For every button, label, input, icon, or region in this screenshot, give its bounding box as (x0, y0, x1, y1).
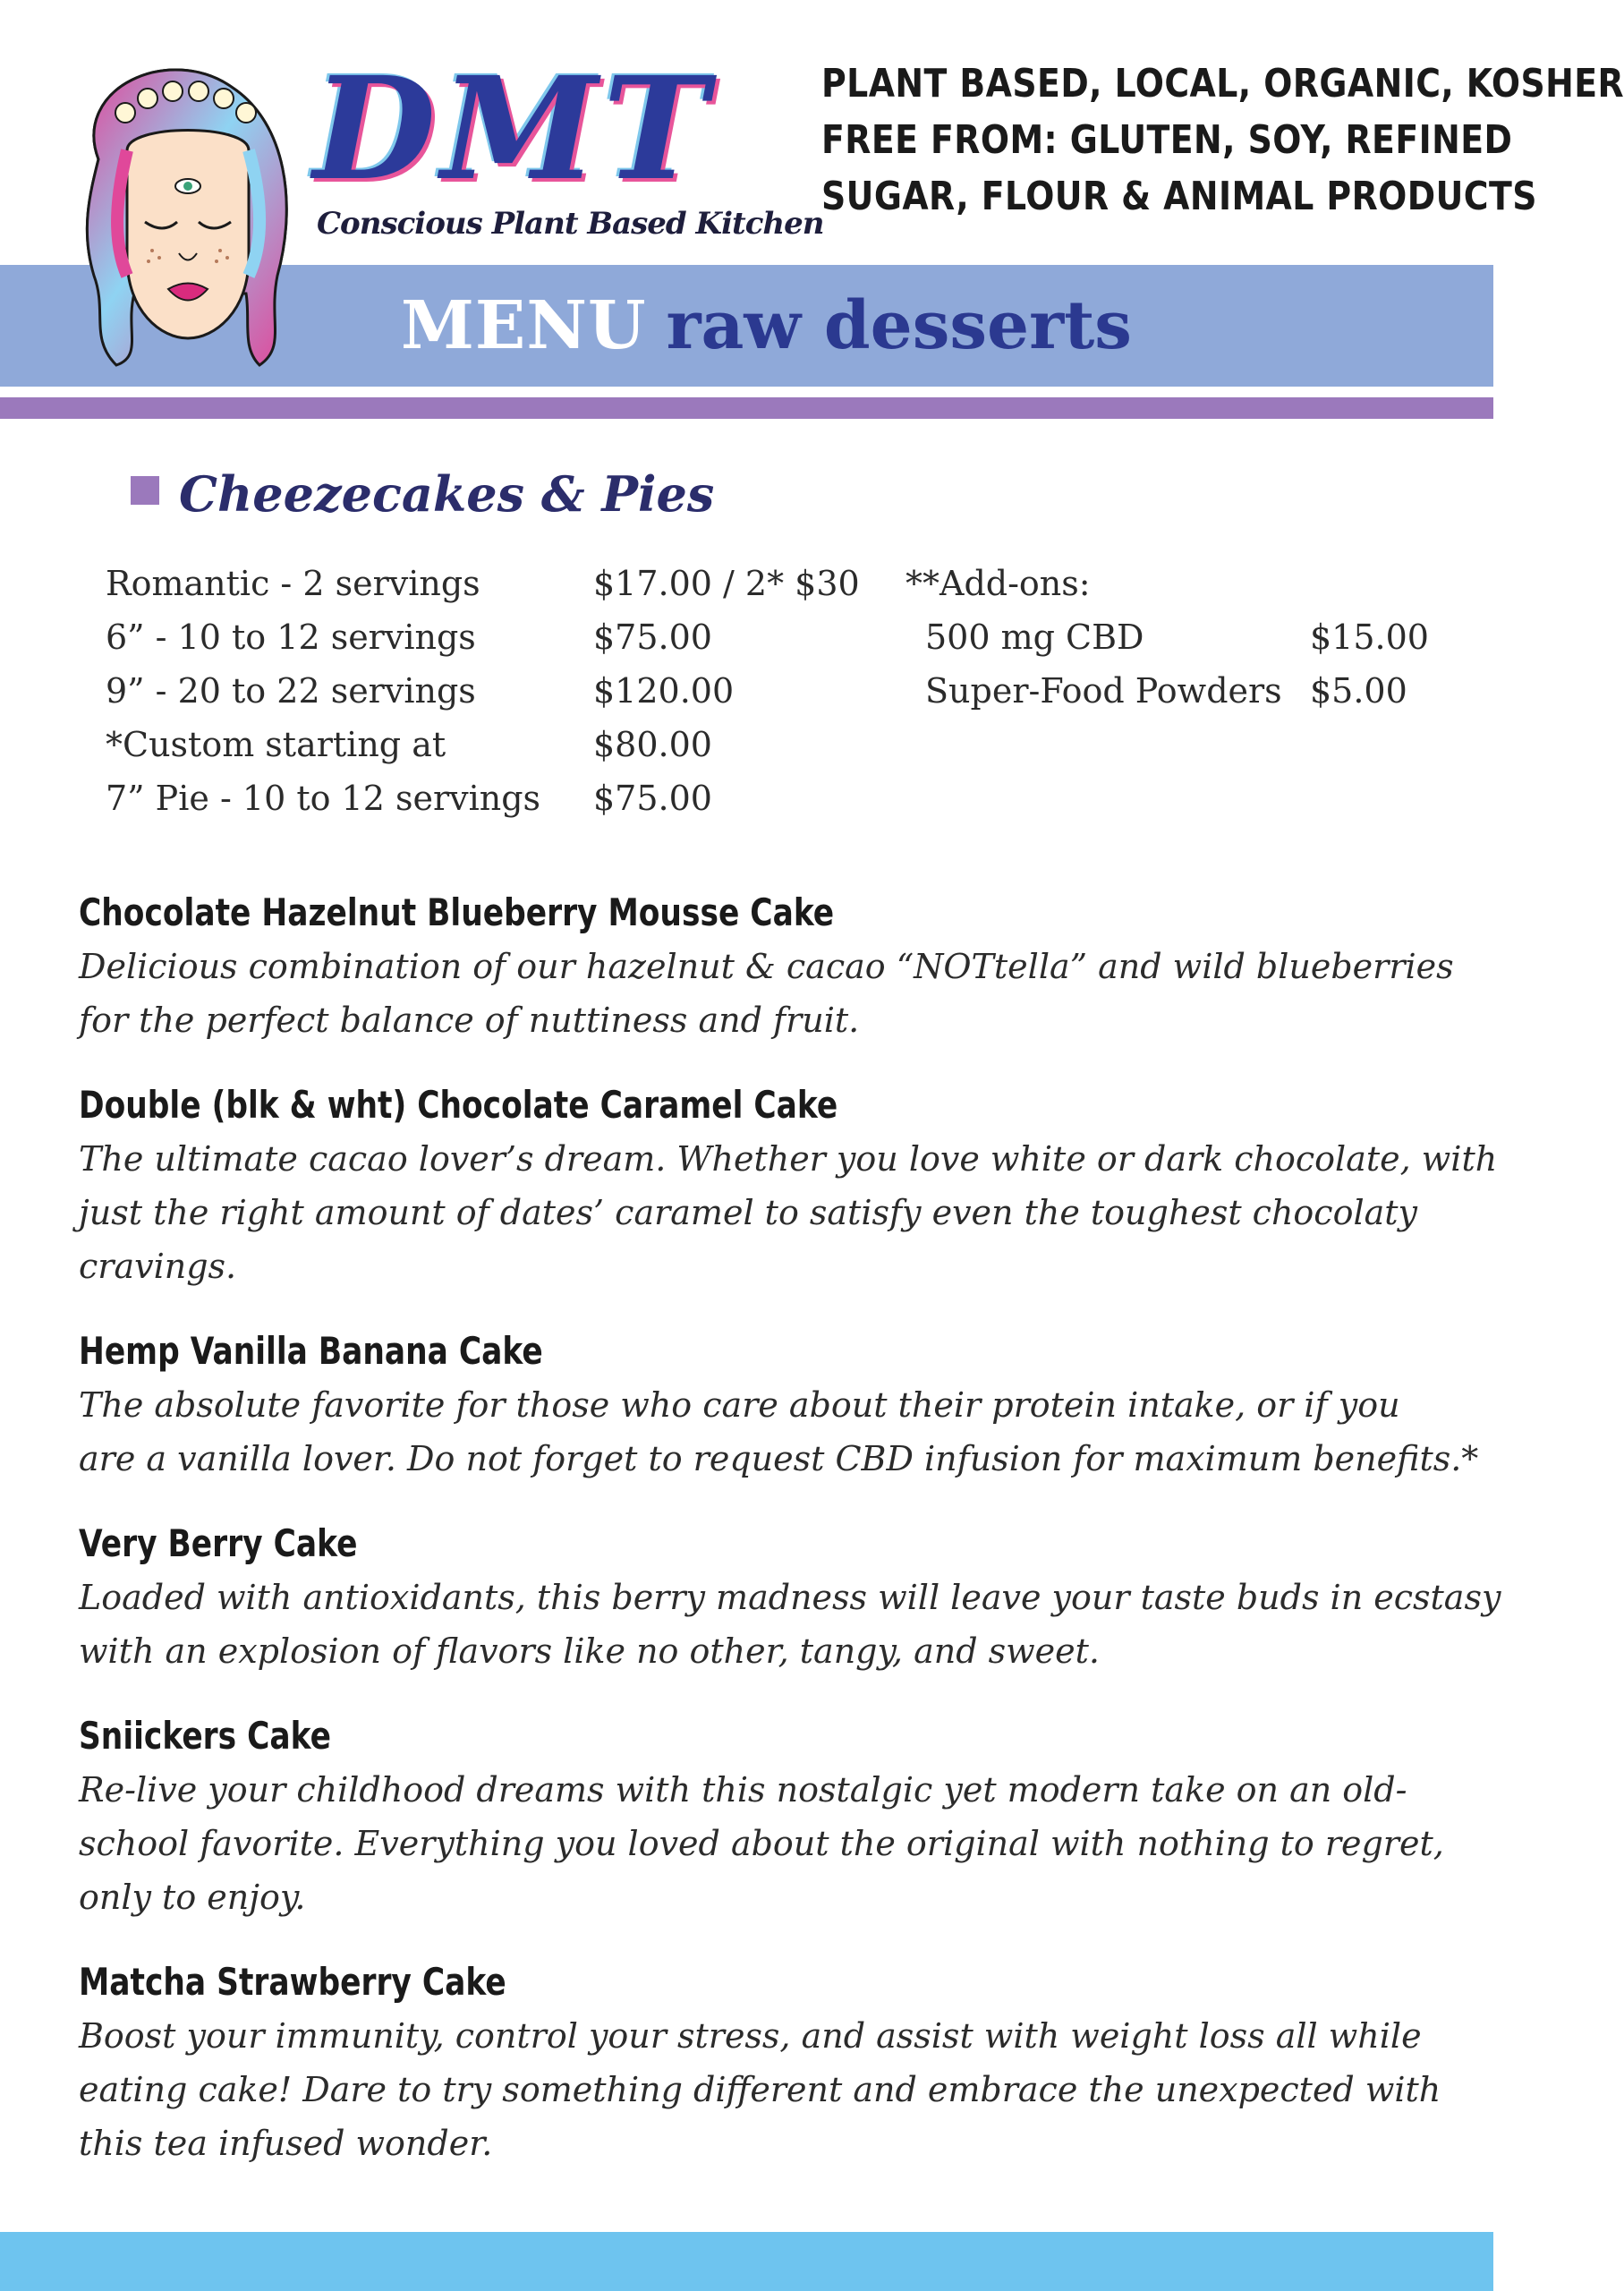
item-desc-line: Boost your immunity, control your stress, and assist with weight loss all while (79, 2016, 1422, 2056)
tagline-line: SUGAR, FLOUR & ANIMAL PRODUCTS (821, 174, 1537, 219)
item-description (79, 1378, 1479, 1486)
addons-heading: **Add-ons: (906, 564, 1091, 603)
item-name: Double (blk & wht) Chocolate Caramel Cake (79, 1083, 838, 1127)
item-desc-line: with an explosion of flavors like no other, tangy, and sweet. (79, 1631, 1100, 1671)
item-desc-line: this tea infused wonder. (79, 2124, 493, 2163)
addon-price: $5.00 (1310, 671, 1407, 711)
divider-stripe (0, 397, 1493, 419)
item-desc-line: cravings. (79, 1247, 237, 1286)
addon-label: Super-Food Powders (925, 671, 1282, 711)
addon-label: 500 mg CBD (925, 617, 1144, 657)
menu-item (79, 1517, 1501, 1678)
item-desc-line: Delicious combination of our hazelnut & cacao “NOTtella” and wild blueberries (79, 947, 1454, 986)
item-desc-line: Re-live your childhood dreams with this nostalgic yet modern take on an old- (79, 1770, 1407, 1810)
price-row (106, 718, 911, 771)
item-name: Very Berry Cake (79, 1521, 358, 1565)
item-desc-line: just the right amount of dates’ caramel to satisfy even the toughest chocolaty (79, 1193, 1418, 1232)
tagline (821, 55, 1624, 225)
footer-bar (0, 2232, 1493, 2291)
item-desc-line: school favorite. Everything you loved about the original with nothing to regret, (79, 1824, 1444, 1863)
item-name: Hemp Vanilla Banana Cake (79, 1329, 543, 1373)
square-bullet-icon (131, 476, 159, 505)
item-desc-line: only to enjoy. (79, 1878, 306, 1917)
menu-item (79, 1078, 1498, 1293)
price-row (106, 610, 911, 664)
item-description (79, 1132, 1498, 1293)
item-desc-line: are a vanilla lover. Do not forget to request CBD infusion for maximum benefits.* (79, 1439, 1479, 1478)
price-row (106, 771, 911, 825)
item-desc-line: Loaded with antioxidants, this berry madness will leave your taste buds in ecstasy (79, 1578, 1501, 1617)
price-value: $75.00 (593, 617, 712, 657)
menu-item (79, 1709, 1475, 1924)
tagline-line: FREE FROM: GLUTEN, SOY, REFINED (821, 117, 1513, 163)
price-value: $75.00 (593, 779, 712, 818)
logo-subtitle: Conscious Plant Based Kitchen (317, 206, 824, 242)
item-description (79, 2009, 1475, 2170)
item-name: Sniickers Cake (79, 1714, 332, 1758)
price-value: $120.00 (593, 671, 735, 711)
price-value: $80.00 (593, 725, 712, 764)
price-row (106, 557, 911, 610)
item-description (79, 1571, 1501, 1678)
logo-letters: DMT (313, 47, 714, 212)
item-desc-line: The ultimate cacao lover’s dream. Whether you love white or dark chocolate, with (79, 1139, 1498, 1179)
item-name: Chocolate Hazelnut Blueberry Mousse Cake (79, 890, 835, 934)
menu-item (79, 1324, 1479, 1486)
section-title: Cheezecakes & Pies (179, 465, 715, 523)
item-description (79, 1763, 1475, 1924)
price-label: 7” Pie - 10 to 12 servings (106, 779, 541, 818)
menu-category: raw desserts (666, 287, 1132, 364)
addon-row (906, 610, 1478, 664)
price-value: $17.00 / 2* $30 (593, 564, 860, 603)
item-desc-line: The absolute favorite for those who care about their protein intake, or if you (79, 1385, 1400, 1425)
price-label: 9” - 20 to 22 servings (106, 671, 476, 711)
section-heading (131, 462, 714, 533)
addon-price: $15.00 (1310, 617, 1429, 657)
addons-list (906, 557, 1478, 718)
brand-logo (313, 47, 824, 268)
item-description (79, 940, 1475, 1047)
item-name: Matcha Strawberry Cake (79, 1960, 506, 2004)
price-label: *Custom starting at (106, 725, 446, 764)
price-label: 6” - 10 to 12 servings (106, 617, 476, 657)
item-desc-line: for the perfect balance of nuttiness and fruit. (79, 1001, 860, 1040)
tagline-line: PLANT BASED, LOCAL, ORGANIC, KOSHER (821, 61, 1624, 106)
size-price-list (106, 557, 911, 825)
menu-item (79, 1955, 1475, 2170)
price-row (106, 664, 911, 718)
item-desc-line: eating cake! Dare to try something different and embrace the unexpected with (79, 2070, 1441, 2109)
page-title (401, 281, 1132, 370)
price-label: Romantic - 2 servings (106, 564, 480, 603)
addon-row (906, 664, 1478, 718)
menu-word: MENU (401, 287, 647, 364)
logo-face-overlay (63, 52, 313, 374)
menu-item (79, 886, 1475, 1047)
